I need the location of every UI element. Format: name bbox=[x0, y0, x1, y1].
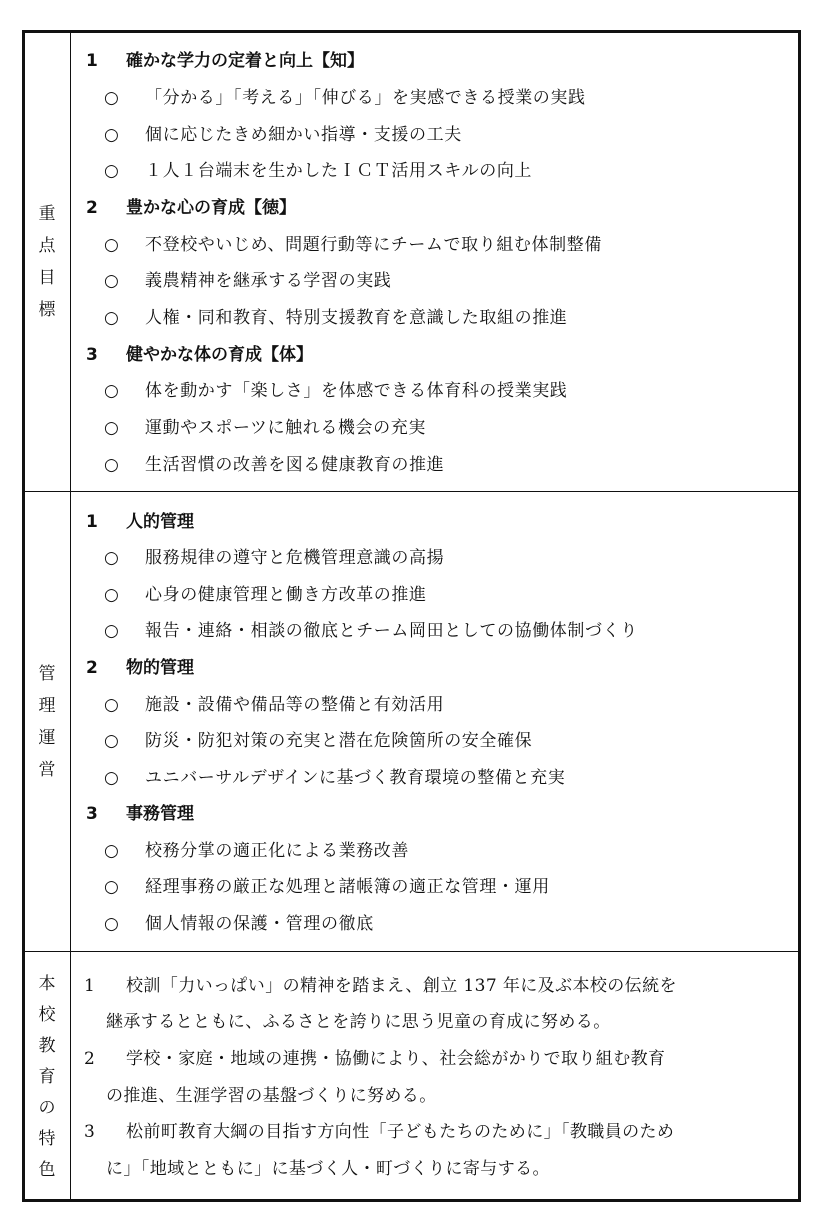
group-heading bbox=[86, 510, 194, 534]
label-char: 営 bbox=[38, 760, 56, 780]
list-item: ○ 服務規律の遵守と危機管理意識の高揚 bbox=[104, 548, 445, 568]
section-label bbox=[25, 952, 71, 1199]
label-char: 標 bbox=[38, 300, 56, 320]
group-heading bbox=[86, 49, 364, 73]
list-item: ○ 心身の健康管理と働き方改革の推進 bbox=[104, 585, 427, 605]
list-item: ○ 「分かる」「考える」「伸びる」を実感できる授業の実践 bbox=[104, 88, 586, 108]
list-item: ○ 運動やスポーツに触れる機会の充実 bbox=[104, 418, 426, 438]
bullet: ○ bbox=[104, 418, 120, 438]
label-char: 運 bbox=[38, 728, 56, 748]
label-char: 本 bbox=[38, 974, 56, 994]
list-item: ○ １人１台端末を生かしたＩＣＴ活用スキルの向上 bbox=[104, 161, 533, 181]
section-content bbox=[72, 492, 798, 951]
list-item: ○ ユニバーサルデザインに基づく教育環境の整備と充実 bbox=[104, 768, 566, 788]
group-title: 物的管理 bbox=[126, 658, 194, 678]
list-item: ○ 報告・連絡・相談の徹底とチーム岡田としての協働体制づくり bbox=[104, 621, 638, 641]
label-char: 理 bbox=[38, 696, 56, 716]
bullet: ○ bbox=[104, 455, 120, 475]
bullet: ○ bbox=[104, 768, 120, 788]
list-item: ○ 個に応じたきめ細かい指導・支援の工夫 bbox=[104, 125, 462, 145]
school-policy-table bbox=[22, 30, 801, 1202]
bullet: ○ bbox=[104, 125, 120, 145]
paragraph-line: 校訓「力いっぱい」の精神を踏まえ、創立 137 年に及ぶ本校の伝統を bbox=[126, 976, 677, 996]
section-label bbox=[25, 492, 71, 951]
section-management bbox=[25, 492, 798, 952]
list-item: ○ 施設・設備や備品等の整備と有効活用 bbox=[104, 695, 445, 715]
paragraph-number: 1 bbox=[84, 976, 96, 996]
section-label bbox=[25, 33, 71, 491]
list-item: ○ 個人情報の保護・管理の徹底 bbox=[104, 914, 374, 934]
list-item: ○ 防災・防犯対策の充実と潜在危険箇所の安全確保 bbox=[104, 731, 533, 751]
group-heading bbox=[86, 343, 313, 367]
paragraph-line: 継承するとともに、ふるさとを誇りに思う児童の育成に努める。 bbox=[106, 1012, 611, 1032]
group-title: 人的管理 bbox=[126, 512, 194, 532]
bullet: ○ bbox=[104, 914, 120, 934]
label-char: 教 bbox=[38, 1036, 56, 1056]
list-item: ○ 人権・同和教育、特別支援教育を意識した取組の推進 bbox=[104, 308, 568, 328]
group-title: 確かな学力の定着と向上【知】 bbox=[126, 51, 364, 71]
section-school-features bbox=[25, 952, 798, 1199]
list-item: ○ 体を動かす「楽しさ」を体感できる体育科の授業実践 bbox=[104, 381, 568, 401]
bullet: ○ bbox=[104, 621, 120, 641]
list-item: ○ 不登校やいじめ、問題行動等にチームで取り組む体制整備 bbox=[104, 235, 602, 255]
bullet: ○ bbox=[104, 877, 120, 897]
label-char: 管 bbox=[38, 664, 56, 684]
label-char: 色 bbox=[38, 1160, 56, 1180]
group-number: 3 bbox=[86, 804, 98, 824]
paragraph-line: 松前町教育大綱の目指す方向性「子どもたちのために」「教職員のため bbox=[126, 1122, 675, 1142]
group-title: 健やかな体の育成【体】 bbox=[126, 345, 313, 365]
group-number: 1 bbox=[86, 512, 98, 532]
group-number: 2 bbox=[86, 658, 98, 678]
bullet: ○ bbox=[104, 585, 120, 605]
label-char: 重 bbox=[38, 204, 56, 224]
paragraph-line: の推進、生涯学習の基盤づくりに努める。 bbox=[106, 1086, 437, 1106]
bullet: ○ bbox=[104, 308, 120, 328]
group-title: 豊かな心の育成【徳】 bbox=[126, 198, 296, 218]
bullet: ○ bbox=[104, 381, 120, 401]
label-char: 育 bbox=[38, 1067, 56, 1087]
list-item: ○ 生活習慣の改善を図る健康教育の推進 bbox=[104, 455, 445, 475]
group-heading bbox=[86, 196, 296, 220]
bullet: ○ bbox=[104, 731, 120, 751]
paragraph-number: 3 bbox=[84, 1122, 96, 1142]
paragraph-number: 2 bbox=[84, 1049, 96, 1069]
group-heading bbox=[86, 802, 194, 826]
bullet: ○ bbox=[104, 161, 120, 181]
group-number: 1 bbox=[86, 51, 98, 71]
paragraph-line: に」「地域とともに」に基づく人・町づくりに寄与する。 bbox=[106, 1159, 550, 1179]
group-heading bbox=[86, 656, 194, 680]
label-char: の bbox=[38, 1098, 56, 1118]
section-priority-goals bbox=[25, 33, 798, 492]
label-char: 目 bbox=[38, 268, 56, 288]
section-content bbox=[72, 33, 798, 491]
label-char: 点 bbox=[38, 236, 56, 256]
bullet: ○ bbox=[104, 548, 120, 568]
bullet: ○ bbox=[104, 841, 120, 861]
label-char: 特 bbox=[38, 1129, 56, 1149]
bullet: ○ bbox=[104, 271, 120, 291]
list-item: ○ 義農精神を継承する学習の実践 bbox=[104, 271, 392, 291]
list-item: ○ 校務分掌の適正化による業務改善 bbox=[104, 841, 409, 861]
list-item: ○ 経理事務の厳正な処理と諸帳簿の適正な管理・運用 bbox=[104, 877, 550, 897]
group-number: 3 bbox=[86, 345, 98, 365]
bullet: ○ bbox=[104, 235, 120, 255]
bullet: ○ bbox=[104, 88, 120, 108]
group-title: 事務管理 bbox=[126, 804, 194, 824]
paragraph-line: 学校・家庭・地域の連携・協働により、社会総がかりで取り組む教育 bbox=[126, 1049, 666, 1069]
label-char: 校 bbox=[38, 1005, 56, 1025]
bullet: ○ bbox=[104, 695, 120, 715]
group-number: 2 bbox=[86, 198, 98, 218]
section-content bbox=[72, 952, 798, 1199]
